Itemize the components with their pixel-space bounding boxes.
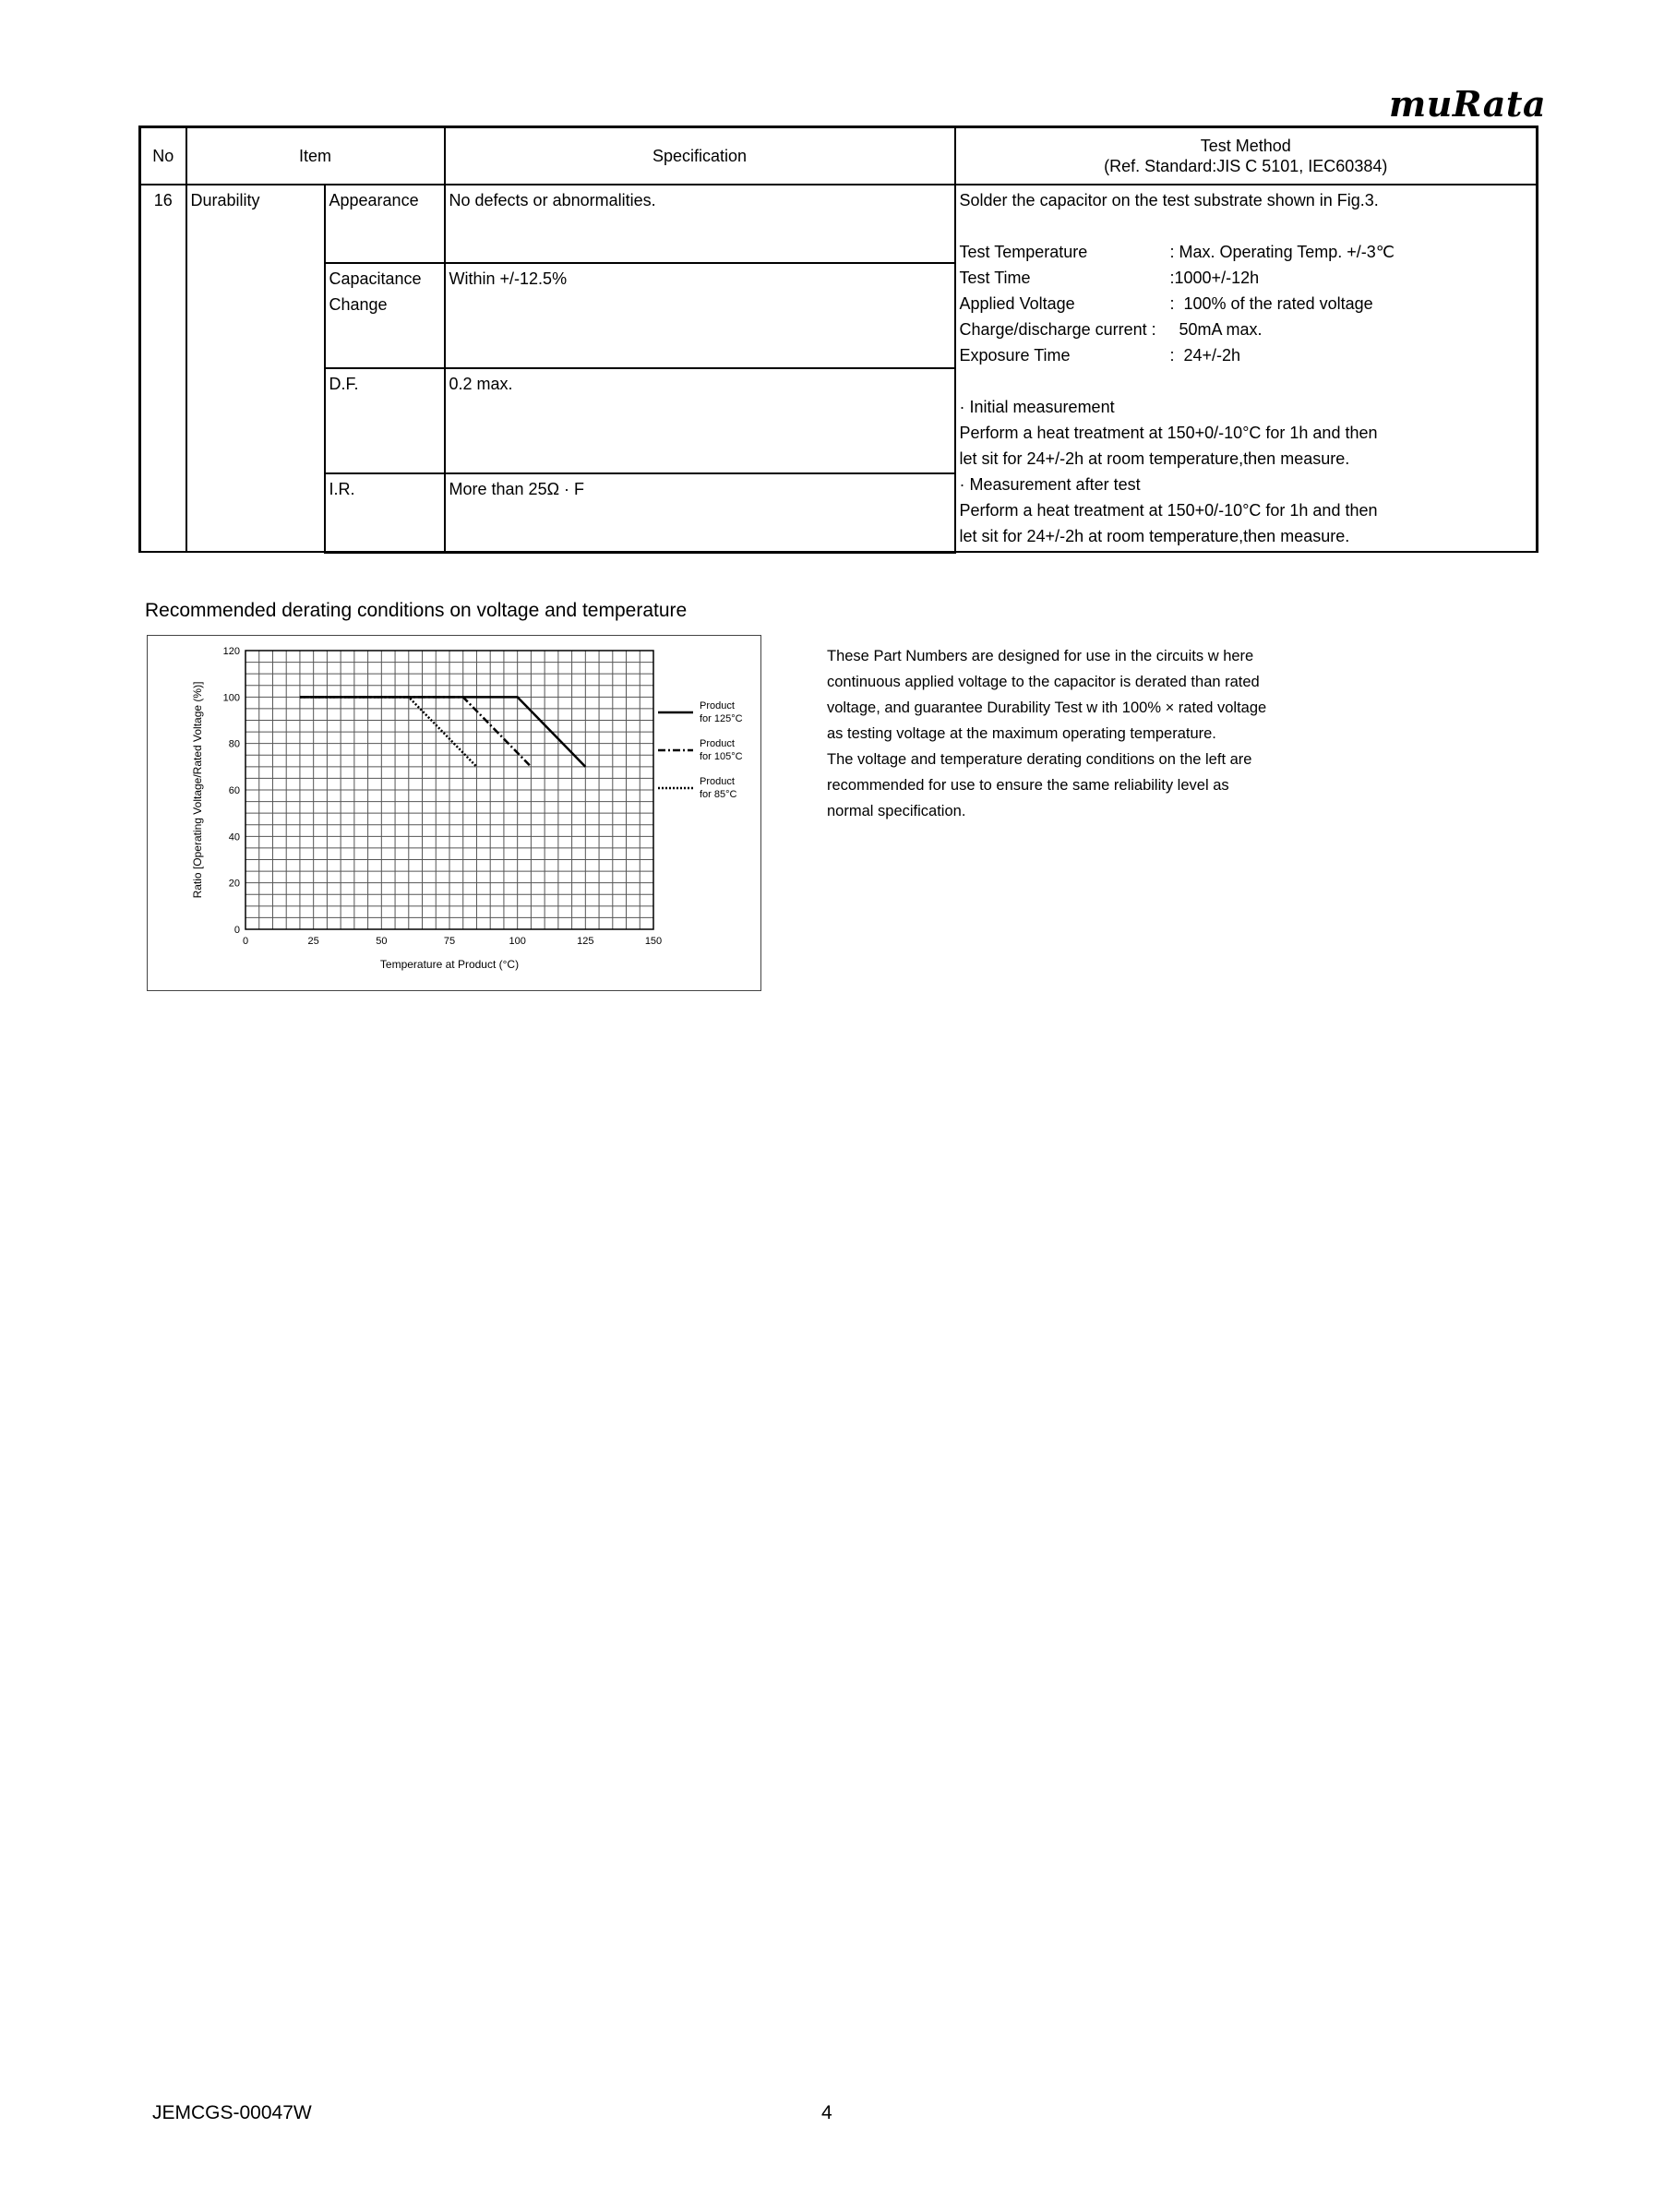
sub-item-label: Change [329,295,388,315]
legend-label: Product [700,700,735,711]
derating-title: Recommended derating conditions on voltage and temperature [145,600,688,621]
legend-label: Product [700,776,735,787]
y-tick-label: 80 [228,738,240,750]
condition-key: Exposure Time [959,346,1071,365]
condition-test-time [960,265,1533,291]
after-test-title: · Measurement after test [959,475,1141,494]
description-line: continuous applied voltage to the capacitor is derated than rated [827,674,1260,690]
sub-item-ir: I.R. [325,473,445,552]
x-tick-label: 25 [307,936,319,947]
initial-measurement-line: let sit for 24+/-2h at room temperature,then measure. [959,449,1350,468]
condition-value: :1000+/-12h [1169,269,1260,287]
condition-key: Test Time [959,269,1031,287]
initial-measurement-title: · Initial measurement [959,398,1115,416]
row-number: 16 [140,185,186,552]
header-no: No [140,127,186,185]
condition-value: : Max. Operating Temp. +/-3℃ [1169,243,1395,261]
y-tick-label: 0 [233,925,240,936]
x-tick-label: 50 [376,936,388,947]
y-tick-label: 100 [222,692,240,704]
header-specification: Specification [445,127,955,185]
legend-label: Product [700,738,735,749]
initial-measurement-line: Perform a heat treatment at 150+0/-10°C for 1h and then [959,424,1378,442]
header-item: Item [186,127,445,185]
sub-item-capacitance-change [325,263,445,368]
derating-chart [147,635,761,991]
condition-test-temperature [960,239,1533,265]
test-method-intro: Solder the capacitor on the test substrate shown in Fig.3. [959,191,1379,209]
x-tick-label: 75 [443,936,456,947]
y-tick-label: 40 [228,831,240,843]
condition-value: : 24+/-2h [1169,346,1241,365]
spec-ir: More than 25Ω · F [445,473,955,552]
description-line: The voltage and temperature derating conditions on the left are [827,751,1252,768]
condition-value: : 100% of the rated voltage [1169,294,1373,313]
x-tick-label: 100 [509,936,526,947]
description-line: normal specification. [827,803,966,819]
murata-logo: muRata [1389,83,1547,125]
legend-label: for 125°C [700,713,743,724]
header-test-method-ref: (Ref. Standard:JIS C 5101, IEC60384) [1104,157,1388,175]
header-test-method-title: Test Method [1200,137,1291,155]
y-tick-label: 60 [228,785,240,796]
header-test-method [955,127,1538,185]
table-header-row [140,127,1538,185]
item-name: Durability [186,185,325,552]
spec-df: 0.2 max. [445,368,955,473]
spec-capacitance-change: Within +/-12.5% [445,263,955,368]
description-line: as testing voltage at the maximum operating temperature. [827,725,1216,742]
table-row [140,185,1538,263]
after-test-line: let sit for 24+/-2h at room temperature,then measure. [959,527,1350,545]
test-method-cell [955,185,1538,552]
spec-appearance: No defects or abnormalities. [445,185,955,263]
derating-chart-svg [148,636,762,992]
condition-exposure-time [960,342,1533,368]
legend-label: for 85°C [700,789,737,800]
condition-key: Charge/discharge current : [959,320,1156,339]
condition-key: Test Temperature [959,243,1088,261]
sub-item-df: D.F. [325,368,445,473]
x-tick-label: 0 [242,936,249,947]
document-id: JEMCGS-00047W [152,2102,312,2123]
derating-description [827,643,1344,824]
durability-spec-table [138,126,1538,554]
sub-item-label: Capacitance [329,269,422,289]
condition-key: Applied Voltage [959,294,1075,313]
sub-item-appearance: Appearance [325,185,445,263]
condition-applied-voltage [960,291,1533,317]
description-line: These Part Numbers are designed for use in the circuits w here [827,648,1254,664]
page-number: 4 [821,2102,832,2123]
description-line: recommended for use to ensure the same reliability level as [827,777,1229,794]
y-axis-label: Ratio [Operating Voltage/Rated Voltage (%)] [191,681,204,899]
x-tick-label: 125 [577,936,594,947]
legend-label: for 105°C [700,751,743,762]
condition-charge-current [960,317,1533,342]
after-test-line: Perform a heat treatment at 150+0/-10°C for 1h and then [959,501,1378,520]
y-tick-label: 120 [222,646,240,657]
y-tick-label: 20 [228,878,240,890]
condition-value: 50mA max. [1169,320,1263,339]
x-axis-label: Temperature at Product (°C) [379,958,520,971]
description-line: voltage, and guarantee Durability Test w ith 100% × rated voltage [827,699,1267,716]
x-tick-label: 150 [644,936,663,947]
